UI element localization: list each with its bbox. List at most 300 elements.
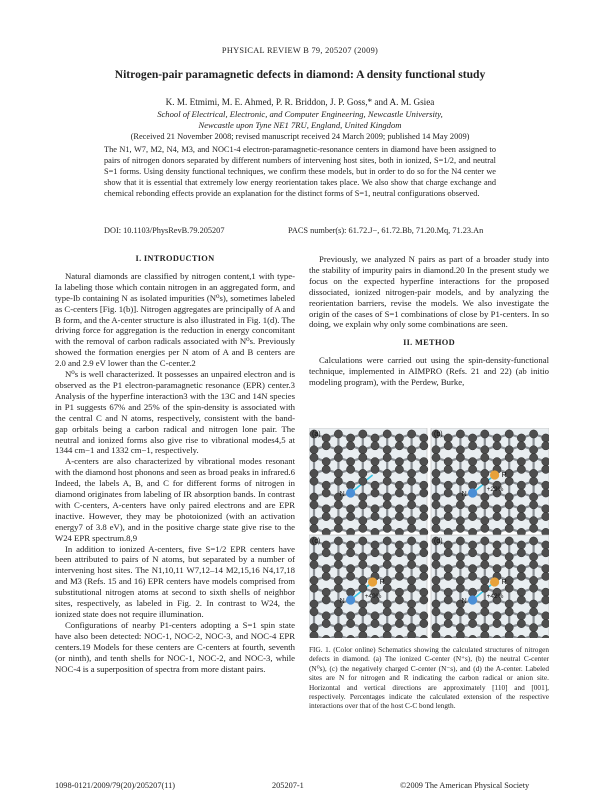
carbon-atom (395, 513, 403, 521)
carbon-atom (420, 572, 428, 580)
carbon-atom (359, 537, 367, 545)
carbon-atom (420, 549, 428, 557)
carbon-atom (310, 469, 318, 477)
carbon-atom (542, 442, 549, 450)
footer-page-number: 205207-1 (272, 781, 304, 790)
carbon-atom (334, 501, 342, 509)
carbon-atom (359, 430, 367, 438)
carbon-atom (469, 565, 477, 573)
figure-panel (309, 535, 428, 638)
carbon-atom (505, 493, 513, 501)
carbon-atom (481, 624, 489, 632)
carbon-atom (505, 608, 513, 616)
carbon-atom (517, 612, 525, 620)
paper-title: Nitrogen-pair paramagnetic defects in diamond: A density functional study (114, 68, 486, 81)
carbon-atom (408, 631, 416, 638)
radical-label: R (501, 579, 507, 586)
carbon-atom (322, 442, 330, 450)
carbon-atom (456, 469, 464, 477)
carbon-atom (420, 513, 428, 521)
carbon-atom (432, 469, 440, 477)
carbon-atom (371, 612, 379, 620)
carbon-atom (493, 513, 501, 521)
carbon-atom (456, 576, 464, 584)
carbon-atom (517, 481, 525, 489)
carbon-atom (383, 469, 391, 477)
carbon-atom (347, 588, 355, 596)
carbon-atom (517, 489, 525, 497)
carbon-atom (530, 454, 538, 462)
carbon-atom (359, 446, 367, 454)
carbon-atom (347, 612, 355, 620)
carbon-atom (383, 454, 391, 462)
carbon-atom (469, 442, 477, 450)
carbon-atom (505, 631, 513, 638)
carbon-atom (542, 481, 549, 489)
carbon-atom (347, 465, 355, 473)
carbon-atom (444, 489, 452, 497)
paragraph: In addition to ionized A-centers, five S=1/2 EPR centers have been attributed to pairs of N atoms, but separated by a number of intervening host sites. The N1,10,11 W7,12–14 M2,15,16 N4,17,18 and M3 (Refs. 15 and 16) EPR centers have models comprised from substitutional nitrogen atoms at second to sixth shells of neighbor sites, respectively, as labeled in Fig. 2. In contrast to W24, the ionized state does not require illumination. (55, 543, 295, 619)
author-list: K. M. Etmimi, M. E. Ahmed, P. R. Briddon, J. P. Goss,* and A. M. Gsiea (165, 97, 435, 107)
carbon-atom (408, 576, 416, 584)
figure-1-structures (309, 428, 549, 638)
carbon-atom (395, 434, 403, 442)
carbon-atom (432, 524, 440, 532)
carbon-atom (408, 584, 416, 592)
carbon-atom (530, 553, 538, 561)
carbon-atom (408, 561, 416, 569)
carbon-atom (310, 624, 318, 632)
carbon-atom (542, 596, 549, 604)
carbon-atom (481, 524, 489, 532)
carbon-atom (542, 489, 549, 497)
carbon-atom (420, 481, 428, 489)
carbon-atom (493, 612, 501, 620)
radical-label: R (379, 579, 385, 586)
carbon-atom (420, 505, 428, 513)
carbon-atom (359, 477, 367, 485)
carbon-atom (469, 549, 477, 557)
carbon-atom (456, 553, 464, 561)
carbon-atom (481, 446, 489, 454)
carbon-atom (322, 434, 330, 442)
carbon-atom (383, 631, 391, 638)
carbon-atom (444, 588, 452, 596)
radical-atom (490, 470, 499, 479)
carbon-atom (408, 469, 416, 477)
carbon-atom (505, 553, 513, 561)
carbon-atom (359, 517, 367, 525)
carbon-atom (481, 493, 489, 501)
nitrogen-label: N (461, 598, 467, 605)
radical-atom (368, 577, 377, 586)
carbon-atom (371, 565, 379, 573)
carbon-atom (469, 620, 477, 628)
carbon-atom (371, 541, 379, 549)
carbon-atom (542, 434, 549, 442)
carbon-atom (444, 549, 452, 557)
carbon-atom (359, 600, 367, 608)
carbon-atom (359, 624, 367, 632)
carbon-atom (420, 541, 428, 549)
figure-panel (431, 428, 549, 537)
carbon-atom (310, 553, 318, 561)
left-column (55, 254, 295, 674)
carbon-atom (371, 513, 379, 521)
carbon-atom (542, 505, 549, 513)
carbon-atom (383, 477, 391, 485)
nitrogen-label: N (339, 491, 345, 498)
carbon-atom (408, 608, 416, 616)
carbon-atom (493, 442, 501, 450)
carbon-atom (359, 469, 367, 477)
carbon-atom (408, 553, 416, 561)
carbon-atom (420, 565, 428, 573)
carbon-atom (456, 584, 464, 592)
carbon-atom (334, 624, 342, 632)
carbon-atom (322, 572, 330, 580)
carbon-atom (469, 481, 477, 489)
carbon-atom (456, 608, 464, 616)
carbon-atom (542, 513, 549, 521)
carbon-atom (395, 612, 403, 620)
paragraph: Previously, we analyzed N pairs as part of a broader study into the stability of impurity pairs in diamond.20 In the present study we focus on the expected hyperfine interactions for the proposed dissociated, ionized nitrogen-pair models, and by analyzing the reorientation barriers, revise the models. We also investigate the origin of the cases of S=1 combinations of close by P1-centers. In so doing, we explain why only some combinations are seen. (309, 254, 549, 330)
carbon-atom (517, 572, 525, 580)
carbon-atom (432, 454, 440, 462)
carbon-atom (310, 608, 318, 616)
carbon-atom (542, 620, 549, 628)
carbon-atom (347, 513, 355, 521)
carbon-atom (481, 477, 489, 485)
carbon-atom (481, 584, 489, 592)
carbon-atom (530, 477, 538, 485)
carbon-atom (334, 446, 342, 454)
carbon-atom (493, 549, 501, 557)
carbon-atom (432, 477, 440, 485)
carbon-atom (383, 608, 391, 616)
carbon-atom (334, 537, 342, 545)
carbon-atom (359, 631, 367, 638)
panel-label: (a) (312, 431, 321, 438)
panel-label: (c) (312, 538, 321, 545)
carbon-atom (371, 458, 379, 466)
carbon-atom (322, 620, 330, 628)
carbon-atom (469, 541, 477, 549)
doi-link[interactable]: DOI: 10.1103/PhysRevB.79.205207 (104, 226, 225, 235)
carbon-atom (530, 537, 538, 545)
carbon-atom (444, 596, 452, 604)
carbon-atom (481, 600, 489, 608)
carbon-atom (334, 517, 342, 525)
carbon-atom (395, 620, 403, 628)
carbon-atom (530, 469, 538, 477)
carbon-atom (371, 465, 379, 473)
carbon-atom (517, 596, 525, 604)
carbon-atom (530, 524, 538, 532)
carbon-atom (322, 612, 330, 620)
carbon-atom (456, 624, 464, 632)
panel-label: (b) (434, 431, 443, 438)
carbon-atom (359, 501, 367, 509)
carbon-atom (310, 477, 318, 485)
carbon-atom (542, 458, 549, 466)
carbon-atom (530, 446, 538, 454)
carbon-atom (444, 541, 452, 549)
carbon-atom (432, 446, 440, 454)
carbon-atom (420, 434, 428, 442)
carbon-atom (322, 541, 330, 549)
nitrogen-label: N (461, 491, 467, 498)
carbon-atom (530, 608, 538, 616)
carbon-atom (420, 489, 428, 497)
carbon-atom (542, 541, 549, 549)
carbon-atom (334, 430, 342, 438)
carbon-atom (383, 430, 391, 438)
carbon-atom (444, 565, 452, 573)
carbon-atom (542, 465, 549, 473)
carbon-atom (395, 481, 403, 489)
carbon-atom (334, 524, 342, 532)
carbon-atom (505, 600, 513, 608)
carbon-atom (322, 465, 330, 473)
carbon-atom (310, 517, 318, 525)
carbon-atom (444, 458, 452, 466)
carbon-atom (310, 561, 318, 569)
carbon-atom (334, 454, 342, 462)
carbon-atom (444, 572, 452, 580)
carbon-atom (493, 565, 501, 573)
carbon-atom (347, 565, 355, 573)
nitrogen-atom (468, 488, 477, 497)
carbon-atom (456, 446, 464, 454)
carbon-atom (469, 612, 477, 620)
carbon-atom (481, 608, 489, 616)
carbon-atom (322, 513, 330, 521)
carbon-atom (517, 565, 525, 573)
section-heading-introduction: I. INTRODUCTION (135, 254, 215, 263)
panel-label: (d) (434, 538, 443, 545)
carbon-atom (493, 434, 501, 442)
carbon-atom (517, 549, 525, 557)
carbon-atom (505, 624, 513, 632)
carbon-atom (456, 517, 464, 525)
affiliation-line-2: Newcastle upon Tyne NE1 7RU, England, United Kingdom (198, 120, 402, 130)
carbon-atom (408, 524, 416, 532)
paragraph: N⁰s is well characterized. It possesses an unpaired electron and is observed as the P1 electron-paramagnetic resonance (EPR) center.3 Analysis of the hyperfine interaction3 with the 13C and 14N species in P1 suggests 67% and 25% of the spin-density is associated with the central C and N atoms, respectively, consistent with the band-gap orbitals being a carbon radical and nitrogen lone pair. The neutral and ionized forms also give rise to vibrational modes4,5 at 1344 cm−1 and 1332 cm−1, respectively. (55, 369, 295, 456)
carbon-atom (432, 576, 440, 584)
carbon-atom (517, 588, 525, 596)
carbon-atom (371, 481, 379, 489)
bond-extension-label: +29% (486, 486, 504, 493)
carbon-atom (505, 517, 513, 525)
affiliation (0, 109, 600, 131)
footer-issn: 1098-0121/2009/79(20)/205207(11) (55, 781, 175, 790)
carbon-atom (530, 493, 538, 501)
right-column (309, 254, 549, 388)
carbon-atom (542, 588, 549, 596)
section-heading-method: II. METHOD (403, 338, 455, 348)
carbon-atom (444, 505, 452, 513)
radical-label: R (501, 472, 507, 479)
carbon-atom (542, 549, 549, 557)
carbon-atom (432, 501, 440, 509)
carbon-atom (517, 434, 525, 442)
carbon-atom (322, 489, 330, 497)
figure-caption: FIG. 1. (Color online) Schematics showing the calculated structures of nitrogen defects in diamond. (a) The ionized C-center (N⁺s), (b) the neutral C-center (N⁰s), (c) the negatively charged C-center (N⁻s), and (d) the A-center. Labeled sites are N for nitrogen and R indicating the carbon radical or anion site. Horizontal and vertical directions are approximately [110] and [001], respectively. Percentages indicate the calculated extension of the respective interactions over that of the host C-C bond length. (309, 645, 549, 711)
carbon-atom (371, 505, 379, 513)
carbon-atom (359, 553, 367, 561)
carbon-atom (481, 561, 489, 569)
carbon-atom (530, 576, 538, 584)
carbon-atom (493, 541, 501, 549)
carbon-atom (334, 584, 342, 592)
carbon-atom (310, 501, 318, 509)
carbon-atom (310, 446, 318, 454)
carbon-atom (420, 465, 428, 473)
carbon-atom (432, 517, 440, 525)
carbon-atom (371, 489, 379, 497)
carbon-atom (359, 608, 367, 616)
carbon-atom (395, 442, 403, 450)
carbon-atom (420, 612, 428, 620)
carbon-atom (530, 631, 538, 638)
carbon-atom (505, 446, 513, 454)
carbon-atom (481, 469, 489, 477)
carbon-atom (505, 501, 513, 509)
carbon-atom (444, 513, 452, 521)
carbon-atom (395, 465, 403, 473)
carbon-atom (383, 524, 391, 532)
carbon-atom (432, 584, 440, 592)
carbon-atom (469, 458, 477, 466)
carbon-atom (530, 501, 538, 509)
carbon-atom (517, 458, 525, 466)
carbon-atom (469, 588, 477, 596)
carbon-atom (542, 612, 549, 620)
carbon-atom (322, 505, 330, 513)
carbon-atom (322, 481, 330, 489)
carbon-atom (517, 505, 525, 513)
carbon-atom (383, 517, 391, 525)
abstract: The N1, W7, M2, N4, M3, and NOC1-4 electron-paramagnetic-resonance centers in diamond have been assigned to pairs of nitrogen donors separated by different numbers of intervening host sites, both in ionized, S=1/2, and neutral S=1 forms. Using density functional techniques, we confirm these models, but in order to do so for the N4 center we show that it is essential that extremely low energy reorientation takes place. We also show that charge exchange and chemical rebonding effects provide an explanation for the distinct forms of S=1, neutral configurations observed. (104, 145, 496, 198)
carbon-atom (432, 608, 440, 616)
carbon-atom (505, 454, 513, 462)
nitrogen-atom (346, 595, 355, 604)
carbon-atom (432, 553, 440, 561)
carbon-atom (347, 541, 355, 549)
carbon-atom (530, 561, 538, 569)
carbon-atom (456, 524, 464, 532)
carbon-atom (359, 561, 367, 569)
carbon-atom (444, 612, 452, 620)
carbon-atom (481, 537, 489, 545)
running-head: PHYSICAL REVIEW B 79, 205207 (2009) (221, 46, 379, 55)
carbon-atom (310, 454, 318, 462)
carbon-atom (408, 624, 416, 632)
carbon-atom (359, 493, 367, 501)
carbon-atom (481, 576, 489, 584)
carbon-atom (310, 600, 318, 608)
carbon-atom (310, 493, 318, 501)
carbon-atom (359, 524, 367, 532)
bond-extension-label: +42% (486, 593, 504, 600)
figure-panel (309, 428, 428, 537)
carbon-atom (456, 454, 464, 462)
carbon-atom (517, 541, 525, 549)
carbon-atom (347, 572, 355, 580)
carbon-atom (371, 434, 379, 442)
carbon-atom (408, 537, 416, 545)
carbon-atom (456, 537, 464, 545)
carbon-atom (395, 489, 403, 497)
carbon-atom (395, 505, 403, 513)
carbon-atom (322, 596, 330, 604)
carbon-atom (481, 631, 489, 638)
nitrogen-label: N (339, 598, 345, 605)
carbon-atom (383, 561, 391, 569)
carbon-atom (456, 477, 464, 485)
carbon-atom (408, 446, 416, 454)
carbon-atom (530, 430, 538, 438)
carbon-atom (432, 493, 440, 501)
carbon-atom (481, 517, 489, 525)
carbon-atom (347, 434, 355, 442)
carbon-atom (395, 549, 403, 557)
carbon-atom (420, 442, 428, 450)
carbon-atom (517, 465, 525, 473)
carbon-atom (456, 561, 464, 569)
carbon-atom (334, 469, 342, 477)
nitrogen-atom (468, 595, 477, 604)
carbon-atom (334, 576, 342, 584)
carbon-atom (493, 505, 501, 513)
carbon-atom (322, 549, 330, 557)
carbon-atom (481, 454, 489, 462)
carbon-atom (505, 561, 513, 569)
bond-extension-label: +40% (364, 593, 382, 600)
carbon-atom (505, 537, 513, 545)
carbon-atom (456, 430, 464, 438)
carbon-atom (310, 576, 318, 584)
carbon-atom (493, 620, 501, 628)
carbon-atom (347, 549, 355, 557)
carbon-atom (542, 565, 549, 573)
received-dates: (Received 21 November 2008; revised manuscript received 24 March 2009; published 14 May 2009) (130, 132, 470, 141)
carbon-atom (395, 596, 403, 604)
carbon-atom (371, 442, 379, 450)
carbon-atom (347, 442, 355, 450)
carbon-atom (444, 434, 452, 442)
carbon-atom (517, 620, 525, 628)
carbon-atom (408, 493, 416, 501)
carbon-atom (444, 620, 452, 628)
carbon-atom (347, 620, 355, 628)
carbon-atom (334, 477, 342, 485)
carbon-atom (481, 553, 489, 561)
carbon-atom (383, 501, 391, 509)
carbon-atom (322, 588, 330, 596)
carbon-atom (530, 584, 538, 592)
carbon-atom (469, 513, 477, 521)
carbon-atom (408, 600, 416, 608)
carbon-atom (408, 477, 416, 485)
carbon-atom (408, 430, 416, 438)
carbon-atom (334, 561, 342, 569)
carbon-atom (408, 454, 416, 462)
carbon-atom (432, 600, 440, 608)
paragraph: Calculations were carried out using the spin-density-functional technique, implemented in AIMPRO (Refs. 21 and 22) (ab initio modeling program), with the Perdew, Burke, (309, 355, 549, 388)
carbon-atom (469, 505, 477, 513)
